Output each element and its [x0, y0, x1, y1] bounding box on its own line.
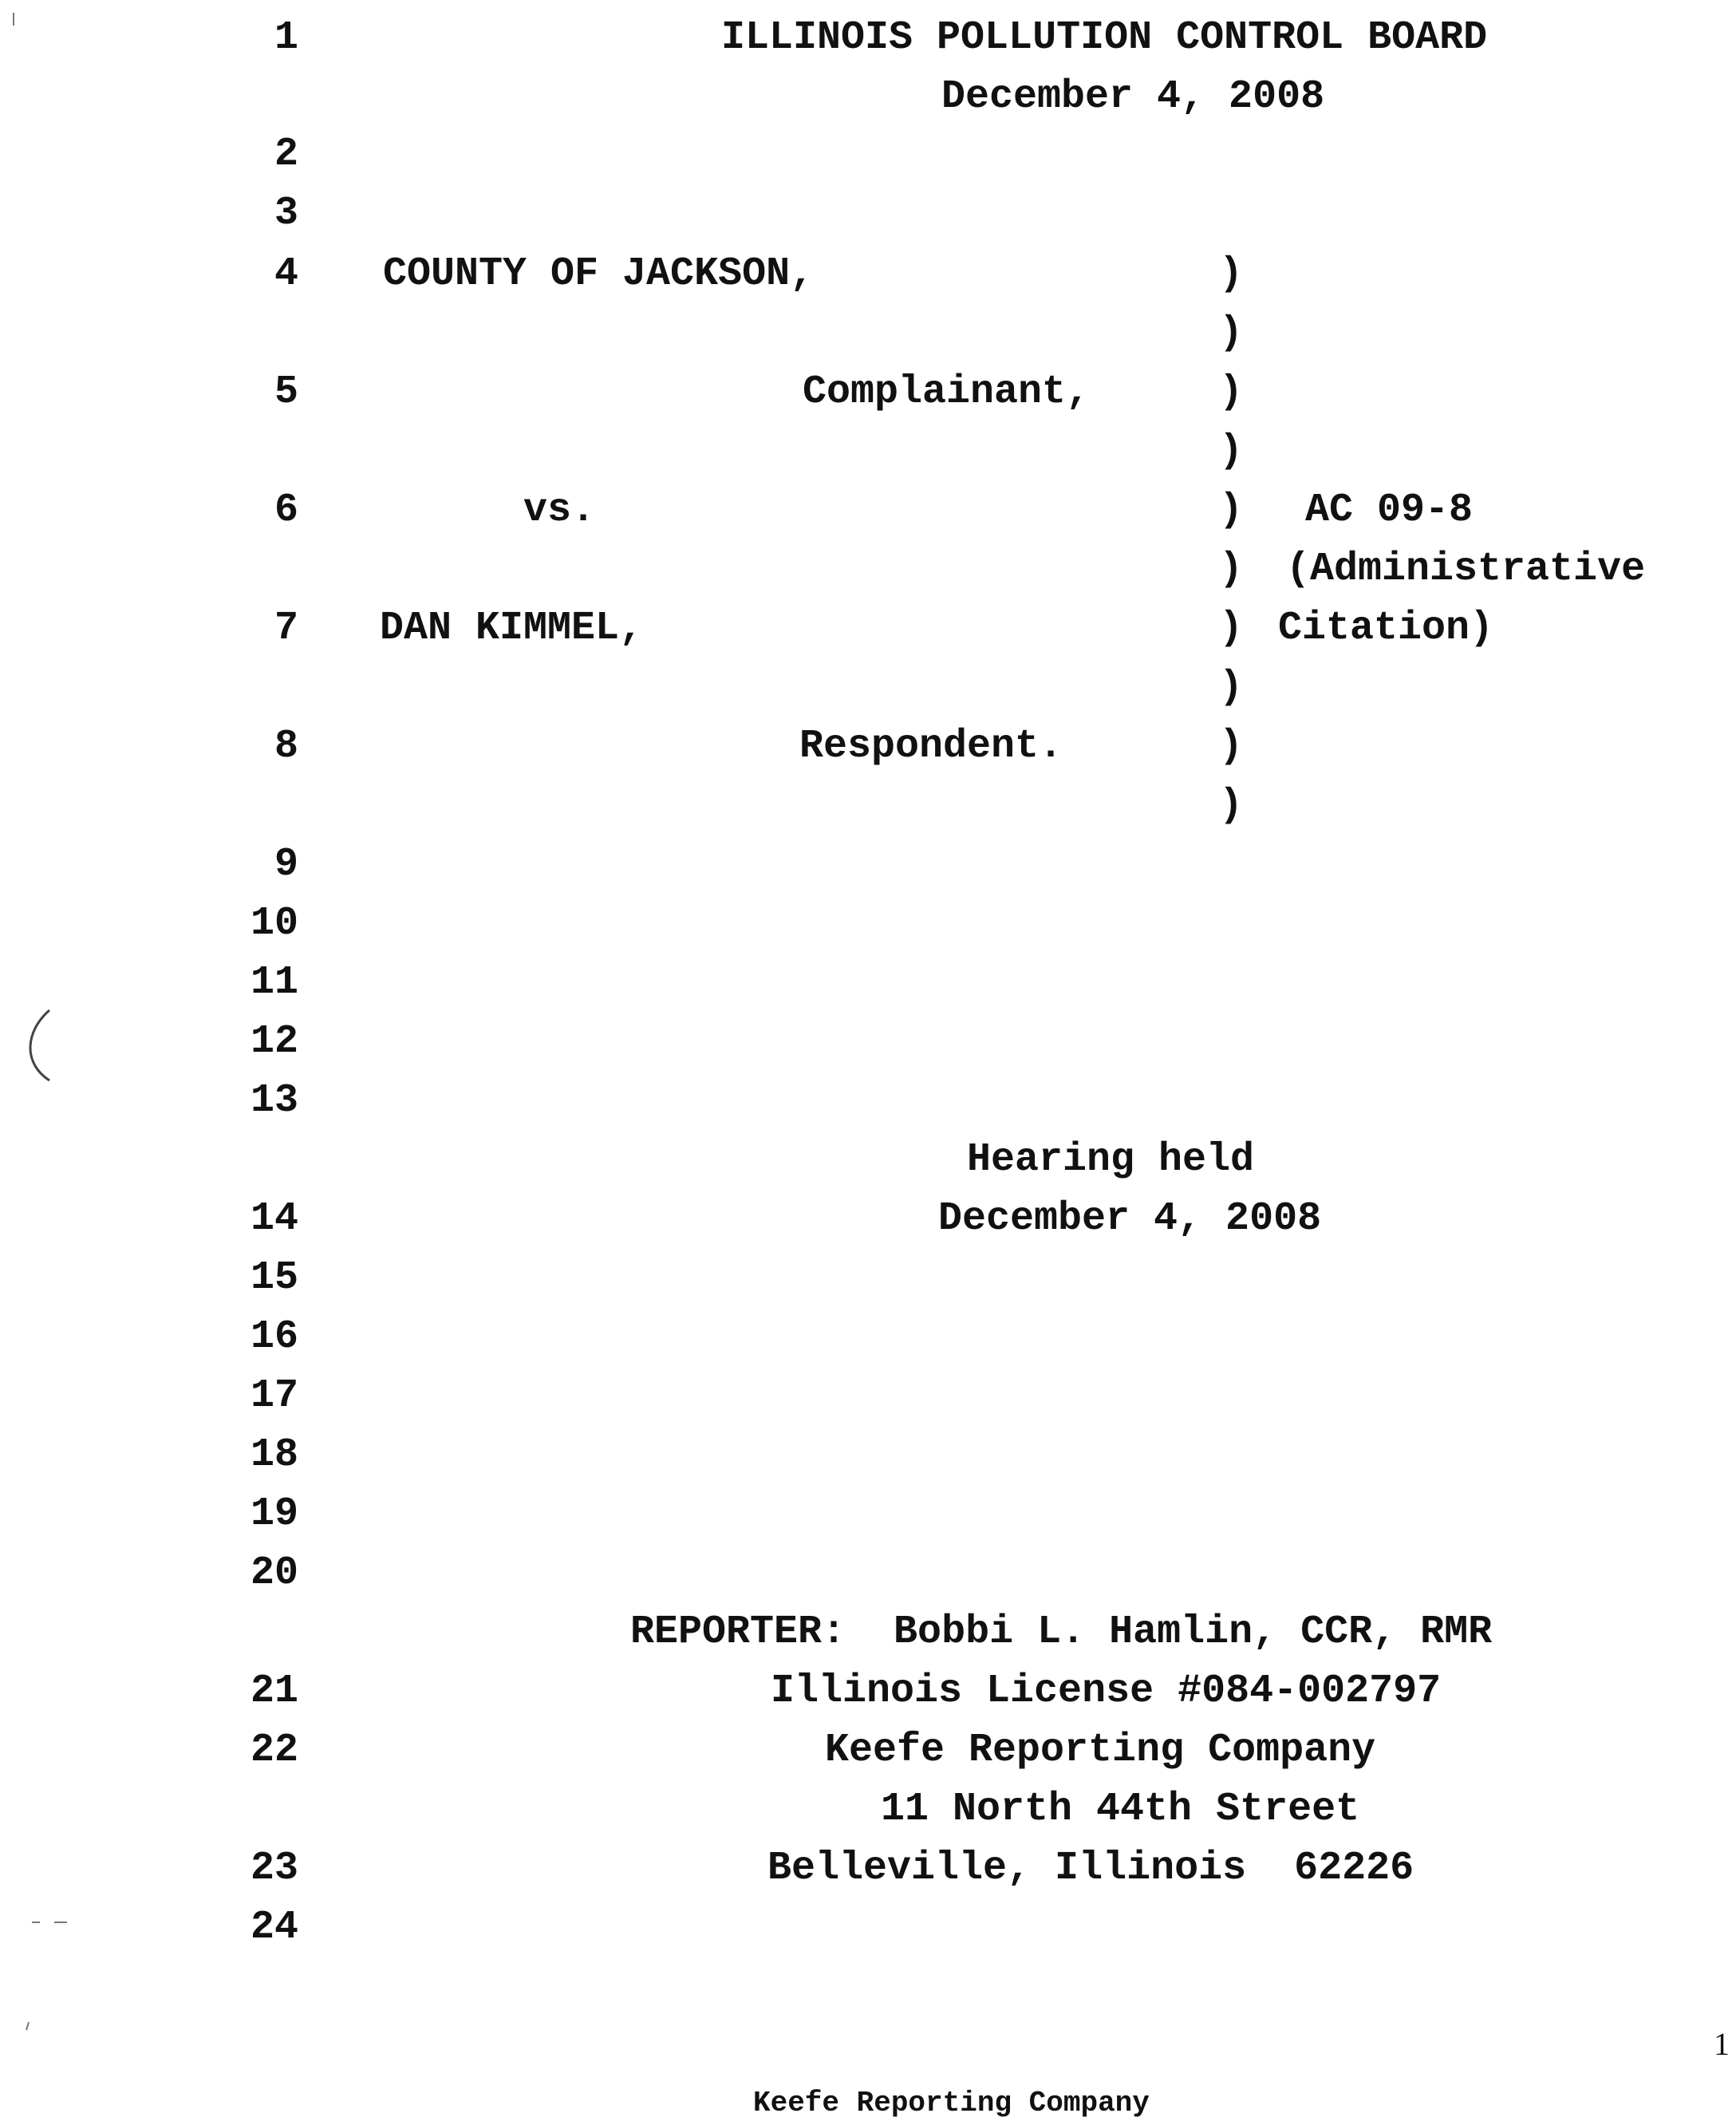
- scan-tick-icon: [24, 2020, 32, 2032]
- line-number: 4: [274, 251, 298, 297]
- line-number: 11: [250, 960, 298, 1005]
- caption-paren: ): [1219, 429, 1244, 474]
- caption-paren: ): [1219, 665, 1244, 710]
- caption-paren: ): [1219, 369, 1244, 415]
- respondent-role: Respondent.: [799, 724, 1063, 769]
- caption-paren: ): [1219, 251, 1244, 297]
- header-date: December 4, 2008: [941, 74, 1325, 120]
- versus-label: vs.: [523, 488, 596, 533]
- caption-paren: ): [1219, 783, 1244, 828]
- line-number: 24: [250, 1905, 298, 1950]
- case-type-line1: (Administrative: [1286, 547, 1646, 592]
- hearing-date: December 4, 2008: [938, 1196, 1322, 1242]
- company-street: 11 North 44th Street: [881, 1787, 1360, 1832]
- line-number: 15: [250, 1255, 298, 1301]
- line-number: 2: [274, 132, 298, 177]
- line-number: 10: [250, 901, 298, 946]
- line-number: 20: [250, 1550, 298, 1596]
- caption-paren: ): [1219, 606, 1244, 651]
- reporting-company: Keefe Reporting Company: [825, 1728, 1376, 1773]
- line-number: 6: [274, 488, 298, 533]
- reporter-license: Illinois License #084-002797: [771, 1669, 1442, 1714]
- line-number: 21: [250, 1669, 298, 1714]
- complainant-role: Complainant,: [803, 369, 1091, 415]
- caption-paren: ): [1219, 310, 1244, 356]
- respondent-name: DAN KIMMEL,: [380, 606, 644, 651]
- line-number: 8: [274, 724, 298, 769]
- page-number: 1: [1714, 2026, 1730, 2062]
- scan-mark-icon: [11, 11, 16, 27]
- caption-paren: ): [1219, 724, 1244, 769]
- line-number: 19: [250, 1491, 298, 1537]
- page-footer: Keefe Reporting Company: [753, 2087, 1150, 2119]
- complainant-name: COUNTY OF JACKSON,: [383, 251, 815, 297]
- caption-paren: ): [1219, 547, 1244, 592]
- company-city: Belleville, Illinois 62226: [767, 1846, 1414, 1891]
- line-number: 3: [274, 191, 298, 236]
- line-number: 9: [274, 842, 298, 887]
- line-number: 5: [274, 369, 298, 415]
- line-number: 12: [250, 1019, 298, 1064]
- line-number: 17: [250, 1373, 298, 1419]
- line-number: 13: [250, 1078, 298, 1124]
- case-type-line2: Citation): [1278, 606, 1494, 651]
- board-title: ILLINOIS POLLUTION CONTROL BOARD: [721, 15, 1488, 61]
- scan-dash-icon: [30, 1918, 70, 1926]
- line-number: 7: [274, 606, 298, 651]
- line-number: 23: [250, 1846, 298, 1891]
- hearing-label: Hearing held: [967, 1137, 1255, 1183]
- line-number: 16: [250, 1314, 298, 1360]
- case-number: AC 09-8: [1305, 488, 1474, 533]
- line-number: 1: [274, 15, 298, 61]
- reporter-name: REPORTER: Bobbi L. Hamlin, CCR, RMR: [630, 1610, 1493, 1655]
- line-number: 22: [250, 1728, 298, 1773]
- line-number: 14: [250, 1196, 298, 1242]
- margin-bracket-icon: [21, 1007, 53, 1084]
- caption-paren: ): [1219, 488, 1244, 533]
- line-number: 18: [250, 1432, 298, 1478]
